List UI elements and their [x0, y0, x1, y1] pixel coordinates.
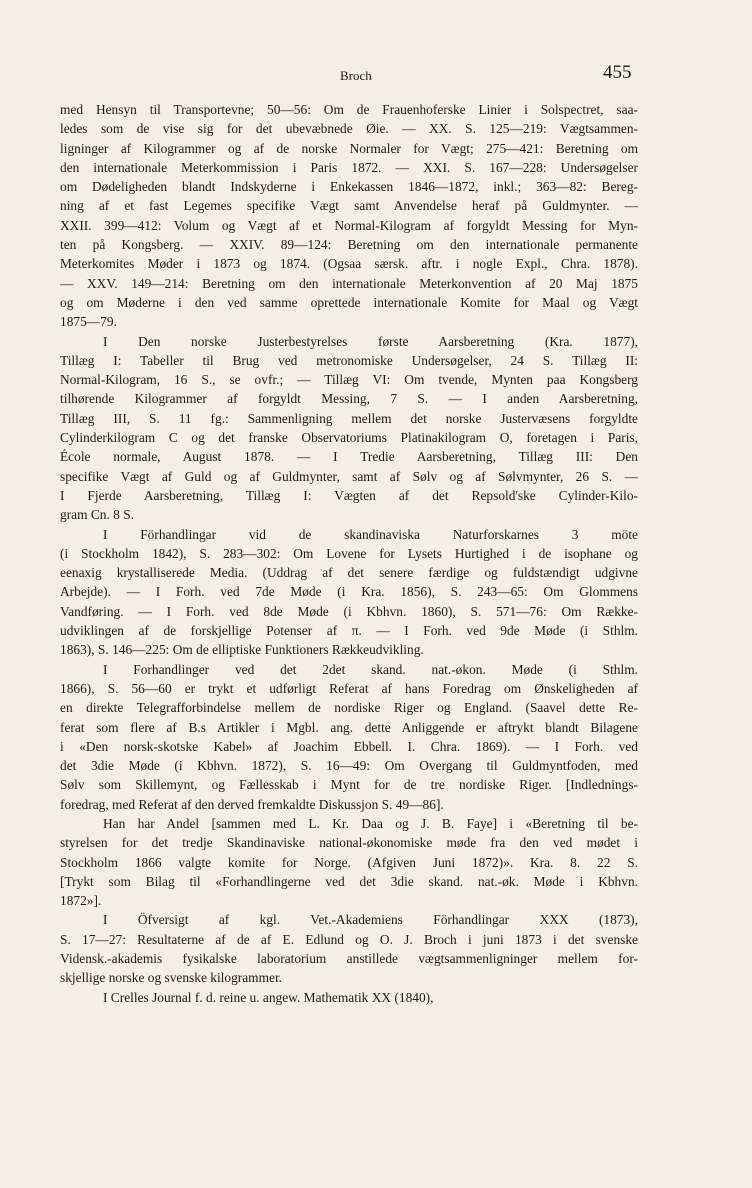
text-line: ning af et fast Legemes specifike Vægt samt Anvendelse heraf på Guldmynter. —	[60, 198, 638, 214]
text-line: — XXV. 149—214: Beretning om den internationale Meterkonvention af 20 Maj 1875	[60, 275, 638, 291]
text-line: med Hensyn til Transportevne; 50—56: Om de Frauenhoferske Linier i Solspectret, saa-	[60, 102, 638, 117]
text-line: ledes som de vise sig for det ubevæbnede Øie. — XX. S. 125—219: Vægtsammen-	[60, 121, 638, 137]
text-line: Tillæg I: Tabeller til Brug ved metronomiske Undersøgelser, 24 S. Tillæg II:	[60, 352, 638, 368]
text-line: Tillæg III, S. 11 fg.: Sammenligning mellem det norske Justervæsens forgyldte	[60, 410, 638, 426]
text-line: Han har Andel [sammen med L. Kr. Daa og J. B. Faye] i «Beretning til be-	[103, 815, 638, 831]
text-line: 1875—79.	[60, 314, 117, 330]
text-line: ligninger af Kilogrammer og af de norske Normaler for Vægt; 275—421: Beretning om	[60, 140, 638, 156]
paragraph	[60, 988, 638, 1007]
text-line: skjellige norske og svenske kilogrammer.	[60, 970, 283, 986]
text-line: 1863), S. 146—225: Om de elliptiske Funktioners Rækkeudvikling.	[60, 642, 424, 658]
text-line: specifike Vægt af Guld og af Guldmynter, samt af Sølv og af Sølvmynter, 26 S. —	[60, 468, 638, 484]
text-line: [Trykt som Bilag til «Forhandlingerne ved det 3die skand. nat.-øk. Møde i Kbhvn.	[60, 873, 638, 889]
text-line: I Den norske Justerbestyrelses første Aarsberetning (Kra. 1877),	[103, 333, 638, 349]
paragraph	[60, 910, 638, 987]
text-line: I Förhandlingar vid de skandinaviska Naturforskarnes 3 möte	[103, 526, 638, 542]
text-line: foredrag, med Referat af den derved fremkaldte Diskussjon S. 49—86].	[60, 796, 444, 812]
text-line: det 3die Møde (i Kbhvn. 1872), S. 16—49: Om Overgang til Guldmyntfoden, med	[60, 758, 638, 774]
text-line: I Öfversigt af kgl. Vet.-Akademiens Förhandlingar XXX (1873),	[103, 912, 638, 928]
running-head: Broch	[340, 68, 372, 83]
paragraph	[60, 100, 638, 332]
text-line: I Forhandlinger ved det 2det skand. nat.-økon. Møde (i Sthlm.	[103, 661, 638, 677]
text-line: udviklingen af de forskjellige Potenser af π. — I Forh. ved 9de Møde (i Sthlm.	[60, 623, 638, 639]
text-line: Vidensk.-akademis fysikalske laboratorium anstillede vægtsammenligninger mellem for-	[60, 951, 638, 967]
text-line: École normale, August 1878. — I Tredie Aarsberetning, Tillæg III: Den	[60, 449, 638, 465]
text-line: 1872»].	[60, 893, 102, 909]
text-line: Vandføring. — I Forh. ved 8de Møde (i Kbhvn. 1860), S. 571—76: Om Række-	[60, 603, 638, 619]
text-line: styrelsen for det tredje Skandinaviske national-økonomiske møde fra den ved mødet i	[60, 835, 638, 851]
text-line: Sølv som Skillemynt, og Fællesskab i Mynt for de tre nordiske Riger. [Indlednings-	[60, 777, 638, 793]
text-line: i «Den norsk-skotske Kabel» af Joachim Ebbell. I. Chra. 1869). — I Forh. ved	[60, 738, 638, 754]
text-line: Cylinderkilogram C og det franske Observatoriums Platinakilogram O, foretagen i Paris,	[60, 430, 638, 446]
text-line: Arbejde). — I Forh. ved 7de Møde (i Kra. 1856), S. 243—65: Om Glommens	[60, 584, 638, 600]
page-number: 455	[603, 62, 632, 83]
text-line: I Crelles Journal f. d. reine u. angew. Mathematik XX (1840),	[103, 989, 434, 1005]
page-header	[0, 62, 752, 92]
text-line: tilhørende Kilogrammer af forgyldt Messing, 7 S. — I anden Aarsberetning,	[60, 391, 638, 407]
text-line: S. 17—27: Resultaterne af de af E. Edlund og O. J. Broch i juni 1873 i det svenske	[60, 931, 638, 947]
text-line: Meterkomites Møder i 1873 og 1874. (Ogsaa særsk. aftr. i nogle Expl., Chra. 1878).	[60, 256, 638, 272]
body-text	[60, 100, 638, 1007]
text-line: om Dødeligheden blandt Indskyderne i Enkekassen 1846—1872, inkl.; 363—82: Bereg-	[60, 179, 638, 195]
paragraph	[60, 814, 638, 910]
text-line: eenaxig krystalliserede Media. (Uddrag af det senere færdige og fuldstændigt udgivne	[60, 565, 638, 581]
paragraph	[60, 660, 638, 814]
paragraph	[60, 525, 638, 660]
paragraph	[60, 332, 638, 525]
text-line: gram Cn. 8 S.	[60, 507, 135, 523]
text-line: en direkte Telegrafforbindelse mellem de nordiske Riger og England. (Saavel dette Re-	[60, 700, 638, 716]
text-line: 1866), S. 56—60 er trykt et udførligt Referat af hans Foredrag om Ønskeligheden af	[60, 680, 638, 696]
text-line: ferat som flere af B.s Artikler i Mgbl. ang. dette Anliggende er aftrykt blandt Bilagene	[60, 719, 638, 735]
text-line: den internationale Meterkommission i Paris 1872. — XXI. S. 167—228: Undersøgelser	[60, 159, 638, 175]
text-line: ten på Kongsberg. — XXIV. 89—124: Beretning om den internationale permanente	[60, 237, 638, 253]
text-line: Normal-Kilogram, 16 S., se ovfr.; — Tillæg VI: Om tvende, Mynten paa Kongsberg	[60, 372, 638, 388]
text-line: XXII. 399—412: Volum og Vægt af et Normal-Kilogram af forgyldt Messing for Myn-	[60, 217, 638, 233]
text-line: (i Stockholm 1842), S. 283—302: Om Lovene for Lysets Hurtighed i de isophane og	[60, 545, 638, 561]
text-line: og om Møderne i den ved samme oprettede internationale Komite for Maal og Vægt	[60, 294, 638, 310]
text-line: I Fjerde Aarsberetning, Tillæg I: Vægten af det Repsold'ske Cylinder-Kilo-	[60, 487, 638, 503]
text-line: Stockholm 1866 valgte komite for Norge. (Afgiven Juni 1872)». Kra. 8. 22 S.	[60, 854, 638, 870]
